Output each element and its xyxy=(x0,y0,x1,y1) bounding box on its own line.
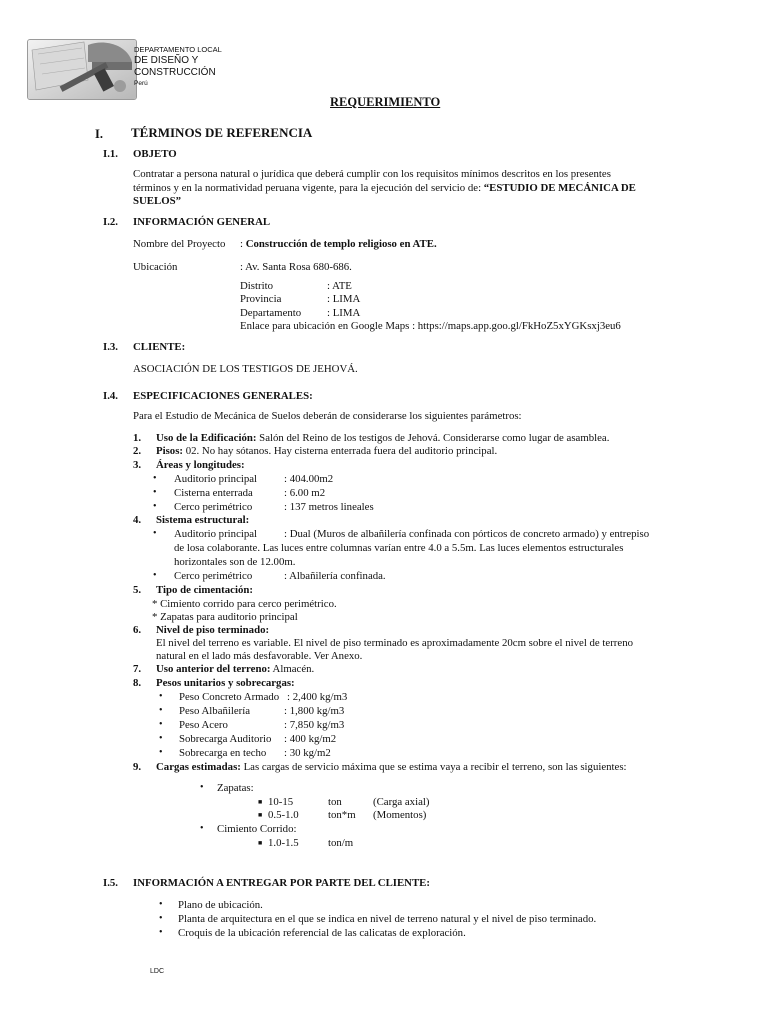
section-i4-title: ESPECIFICACIONES GENERALES: xyxy=(133,390,313,402)
item1-label: Uso de la Edificación: xyxy=(156,432,257,444)
square-bullet-icon: ■ xyxy=(258,811,263,819)
square-bullet-icon: ■ xyxy=(258,839,263,847)
section-i5-title: INFORMACIÓN A ENTREGAR POR PARTE DEL CLIENTE: xyxy=(133,877,430,889)
proyecto-value xyxy=(240,238,437,250)
objeto-line2-text: términos y en la normatividad peruana vigente, para la ejecución del servicio de: xyxy=(133,182,484,194)
section-i3-number: I.3. xyxy=(103,341,118,353)
entrega-item: Plano de ubicación. xyxy=(178,899,263,911)
section-i1-number: I.1. xyxy=(103,148,118,160)
sistema-auditorio-name: Auditorio principal xyxy=(174,528,258,540)
peso-name: Peso Albañilería xyxy=(179,705,251,717)
zapata-note: (Carga axial) xyxy=(373,796,430,808)
departamento-label: Departamento xyxy=(240,307,302,319)
proyecto-name: Construcción de templo religioso en ATE. xyxy=(245,238,437,250)
bullet-icon: • xyxy=(153,473,157,484)
proyecto-label: Nombre del Proyecto xyxy=(133,238,226,250)
document-title: REQUERIMIENTO xyxy=(330,95,441,109)
bullet-icon: • xyxy=(159,733,163,744)
peso-value: : 30 kg/m2 xyxy=(284,747,331,759)
item7-line xyxy=(156,663,314,675)
org-country: Perú xyxy=(134,80,148,87)
zapata-range: 0.5-1.0 xyxy=(268,809,299,821)
bullet-icon: • xyxy=(159,747,163,758)
zapata-note: (Momentos) xyxy=(373,809,427,821)
section-i3-title: CLIENTE: xyxy=(133,341,186,353)
ubicacion-label: Ubicación xyxy=(133,261,178,273)
item2-text: 02. No hay sótanos. Hay cisterna enterrada fuera del auditorio principal. xyxy=(183,445,498,457)
square-bullet-icon: ■ xyxy=(258,798,263,806)
area-value: : 6.00 m2 xyxy=(284,487,326,499)
nivel-line1: El nivel del terreno es variable. El nivel de piso terminado es aproximadamente 20cm sobre el nivel de terreno xyxy=(156,637,633,649)
header-logo-image xyxy=(27,39,137,100)
sistema-cerco-name: Cerco perimétrico xyxy=(174,570,253,582)
bullet-icon: • xyxy=(159,719,163,730)
zapata-range: 10-15 xyxy=(268,796,294,808)
peso-name: Peso Acero xyxy=(179,719,228,731)
sistema-auditorio-line1: : Dual (Muros de albañilería confinada con pórticos de concreto armado) y entrepiso xyxy=(284,528,650,540)
bullet-icon: • xyxy=(153,501,157,512)
bullet-icon: • xyxy=(200,782,204,793)
peso-value: : 7,850 kg/m3 xyxy=(284,719,345,731)
google-maps-link[interactable]: Enlace para ubicación en Google Maps : https://maps.app.goo.gl/FkHoZ5xYGKsxj3eu6 xyxy=(240,320,621,332)
area-name: Cisterna enterrada xyxy=(174,487,253,499)
footer-initials: LDC xyxy=(150,968,165,975)
distrito-label: Distrito xyxy=(240,280,273,292)
cimiento-unit: ton/m xyxy=(328,837,354,849)
zapata-unit: ton*m xyxy=(328,809,356,821)
sistema-auditorio-line3: horizontales son de 12.00m. xyxy=(174,556,296,568)
item9-line xyxy=(156,761,627,773)
bullet-icon: • xyxy=(153,570,157,581)
item1-text: Salón del Reino de los testigos de Jehová. Considerarse como lugar de asamblea. xyxy=(256,432,610,444)
zapatas-label: Zapatas: xyxy=(217,782,254,794)
bullet-icon: • xyxy=(200,823,204,834)
provincia-value: : LIMA xyxy=(327,293,361,305)
proyecto-sep: : xyxy=(240,238,246,250)
section-i2-number: I.2. xyxy=(103,216,118,228)
construction-tools-icon xyxy=(28,40,136,99)
ubicacion-value: : Av. Santa Rosa 680-686. xyxy=(240,261,352,273)
cliente-name: ASOCIACIÓN DE LOS TESTIGOS DE JEHOVÁ. xyxy=(133,363,358,375)
peso-value: : 2,400 kg/m3 xyxy=(287,691,348,703)
item2-number: 2. xyxy=(133,445,142,457)
provincia-label: Provincia xyxy=(240,293,282,305)
sistema-cerco-value: : Albañilería confinada. xyxy=(284,570,386,582)
item4-number: 4. xyxy=(133,514,142,526)
objeto-service-name-cont: SUELOS” xyxy=(133,195,182,207)
peso-name: Sobrecarga Auditorio xyxy=(179,733,272,745)
bullet-icon: • xyxy=(159,705,163,716)
cimiento-range: 1.0-1.5 xyxy=(268,837,299,849)
item5-label: Tipo de cimentación: xyxy=(156,584,253,596)
item6-number: 6. xyxy=(133,624,142,636)
bullet-icon: • xyxy=(153,487,157,498)
area-name: Cerco perimétrico xyxy=(174,501,253,513)
item2-line xyxy=(156,445,497,457)
peso-name: Peso Concreto Armado xyxy=(179,691,280,703)
cimentacion-line1: * Cimiento corrido para cerco perimétrico. xyxy=(152,598,337,610)
cimiento-label: Cimiento Corrido: xyxy=(217,823,297,835)
item7-text: Almacén. xyxy=(270,663,315,675)
item1-number: 1. xyxy=(133,432,142,444)
item3-number: 3. xyxy=(133,459,142,471)
section-i1-title: OBJETO xyxy=(133,148,177,160)
item5-number: 5. xyxy=(133,584,142,596)
bullet-icon: • xyxy=(159,899,163,910)
org-name-line2: DE DISEÑO Y xyxy=(134,55,199,66)
sistema-auditorio-line2: de losa colaborante. Las luces entre columnas varían entre 4.0 a 5.5m. Las luces elementos estructurales xyxy=(174,542,624,554)
entrega-item: Planta de arquitectura en el que se indica en nivel de terreno natural y el nivel de piso terminado. xyxy=(178,913,597,925)
distrito-value: : ATE xyxy=(327,280,352,292)
cimentacion-line2: * Zapatas para auditorio principal xyxy=(152,611,298,623)
objeto-service-name: “ESTUDIO DE MECÁNICA DE xyxy=(483,182,636,194)
item3-label: Áreas y longitudes: xyxy=(156,459,245,471)
entrega-item: Croquis de la ubicación referencial de las calicatas de exploración. xyxy=(178,927,466,939)
objeto-line1: Contratar a persona natural o jurídica que deberá cumplir con los requisitos mínimos descritos en los presentes xyxy=(133,168,611,180)
peso-name: Sobrecarga en techo xyxy=(179,747,267,759)
item1-line xyxy=(156,432,609,444)
section-i-title: TÉRMINOS DE REFERENCIA xyxy=(131,125,313,140)
item9-number: 9. xyxy=(133,761,142,773)
bullet-icon: • xyxy=(159,927,163,938)
section-i-number: I. xyxy=(95,127,103,141)
item9-text: Las cargas de servicio máxima que se estima vaya a recibir el terreno, son las siguientes: xyxy=(240,761,627,773)
item2-label: Pisos: xyxy=(156,445,183,457)
item7-number: 7. xyxy=(133,663,142,675)
org-name-line1: DEPARTAMENTO LOCAL xyxy=(134,45,222,54)
item8-label: Pesos unitarios y sobrecargas: xyxy=(156,677,295,689)
objeto-line2 xyxy=(133,182,636,194)
item8-number: 8. xyxy=(133,677,142,689)
zapata-unit: ton xyxy=(328,796,342,808)
specs-intro: Para el Estudio de Mecánica de Suelos deberán de considerarse los siguientes parámetros: xyxy=(133,410,522,422)
item4-label: Sistema estructural: xyxy=(156,514,250,526)
section-i2-title: INFORMACIÓN GENERAL xyxy=(133,216,271,228)
nivel-line2: natural en el lado más desfavorable. Ver Anexo. xyxy=(156,650,363,662)
area-value: : 404.00m2 xyxy=(284,473,334,485)
item6-label: Nivel de piso terminado: xyxy=(156,624,270,636)
peso-value: : 400 kg/m2 xyxy=(284,733,337,745)
bullet-icon: • xyxy=(159,913,163,924)
area-value: : 137 metros lineales xyxy=(284,501,374,513)
item7-label: Uso anterior del terreno: xyxy=(156,663,271,675)
departamento-value: : LIMA xyxy=(327,307,361,319)
item9-label: Cargas estimadas: xyxy=(156,761,241,773)
area-name: Auditorio principal xyxy=(174,473,258,485)
section-i4-number: I.4. xyxy=(103,390,118,402)
bullet-icon: • xyxy=(159,691,163,702)
org-name-line3: CONSTRUCCIÓN xyxy=(134,67,216,78)
section-i5-number: I.5. xyxy=(103,877,118,889)
peso-value: : 1,800 kg/m3 xyxy=(284,705,345,717)
bullet-icon: • xyxy=(153,528,157,539)
